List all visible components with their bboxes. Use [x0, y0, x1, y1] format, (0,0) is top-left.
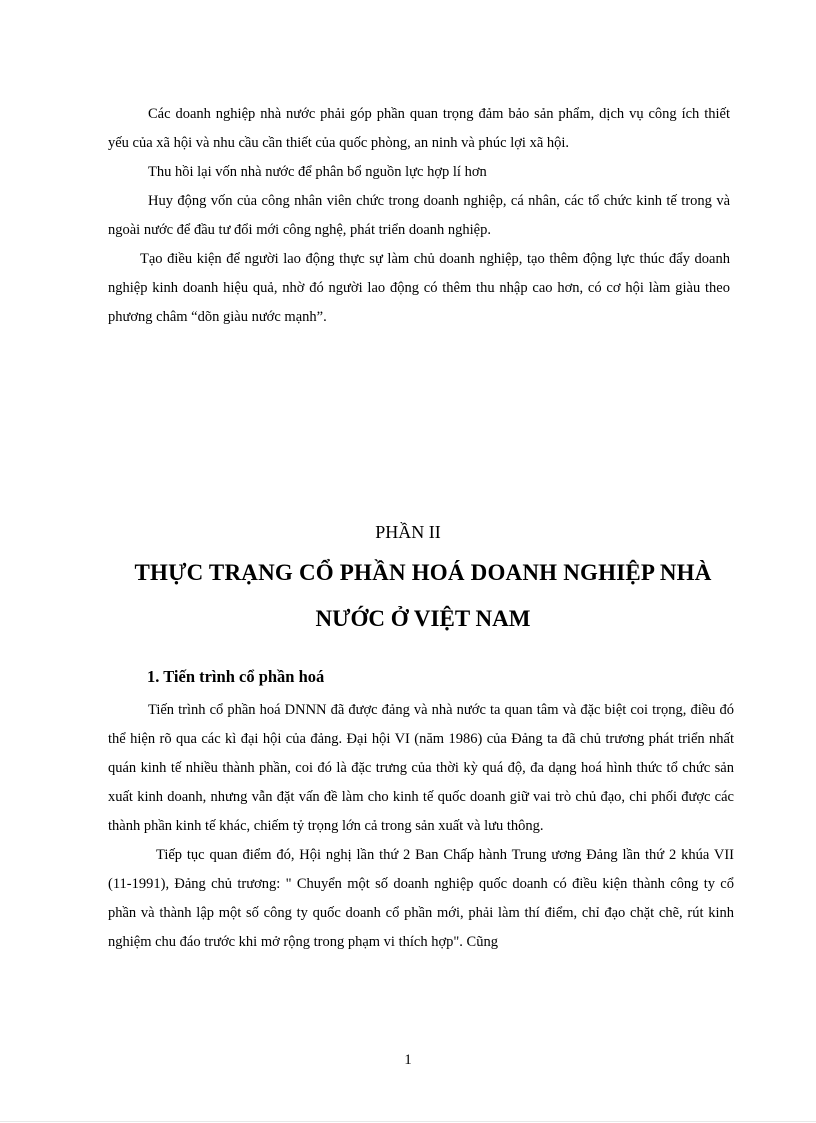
- paragraph-recover-capital: Thu hồi lại vốn nhà nước để phân bổ nguồn lực hợp lí hơn: [148, 164, 487, 180]
- section-heading: 1. Tiến trình cổ phần hoá: [147, 667, 325, 686]
- paragraph-mobilize-capital: Huy động vốn của công nhân viên chức trong doanh nghiệp, cá nhân, các tổ chức kinh tế trong và ngoài nước để đầu tư đổi mới công nghệ, phát triển doanh nghiệp.: [108, 193, 730, 238]
- paragraph-party-conference: Tiếp tục quan điểm đó, Hội nghị lần thứ 2 Ban Chấp hành Trung ương Đảng lần thứ 2 khúa VII (11-1991), Đảng chủ trương: " Chuyển một số doanh nghiệp quốc doanh có điều kiện thành công ty cổ phần và thành lập một số công ty quốc doanh cổ phần mới, phải làm thí điểm, chỉ đạo chặt chẽ, rút kinh nghiệm chu đáo trước khi mở rộng trong phạm vi thích hợp". Cũng: [108, 847, 734, 950]
- part-label: PHẦN II: [375, 522, 441, 542]
- page-bottom-divider: [0, 1121, 816, 1122]
- part-title-line-1: THỰC TRẠNG CỔ PHẦN HOÁ DOANH NGHIỆP NHÀ: [134, 560, 712, 585]
- page-number: 1: [404, 1052, 412, 1068]
- paragraph-public-services: Các doanh nghiệp nhà nước phải góp phần quan trọng đảm bảo sản phẩm, dịch vụ công ích thiết yếu của xã hội và nhu cầu cần thiết của quốc phòng, an ninh và phúc lợi xã hội.: [108, 106, 730, 151]
- part-title-line-2: NƯỚC Ở VIỆT NAM: [315, 606, 531, 631]
- section-text-block: [108, 696, 734, 957]
- intro-text-block: [108, 100, 730, 332]
- paragraph-worker-ownership: Tạo điều kiện để người lao động thực sự làm chủ doanh nghiệp, tạo thêm động lực thúc đẩy doanh nghiệp kinh doanh hiệu quả, nhờ đó người lao động có thêm thu nhập cao hơn, có cơ hội làm giàu theo phương châm “dõn giàu nước mạnh”.: [108, 251, 730, 325]
- paragraph-equitization-process: Tiến trình cổ phần hoá DNNN đã được đảng và nhà nước ta quan tâm và đặc biệt coi trọng, điều đó thể hiện rõ qua các kì đại hội của đảng. Đại hội VI (năm 1986) của Đảng ta đã chủ trương phát triển nhất quán kinh tế nhiều thành phần, coi đó là đặc trưng của thời kỳ quá độ, đa dạng hoá hình thức tổ chức sản xuất kinh doanh, nhưng vẫn đặt vấn đề làm cho kinh tế quốc doanh giữ vai trò chủ đạo, chi phối được các thành phần kinh tế khác, chiếm tỷ trọng lớn cả trong sản xuất và lưu thông.: [108, 702, 734, 834]
